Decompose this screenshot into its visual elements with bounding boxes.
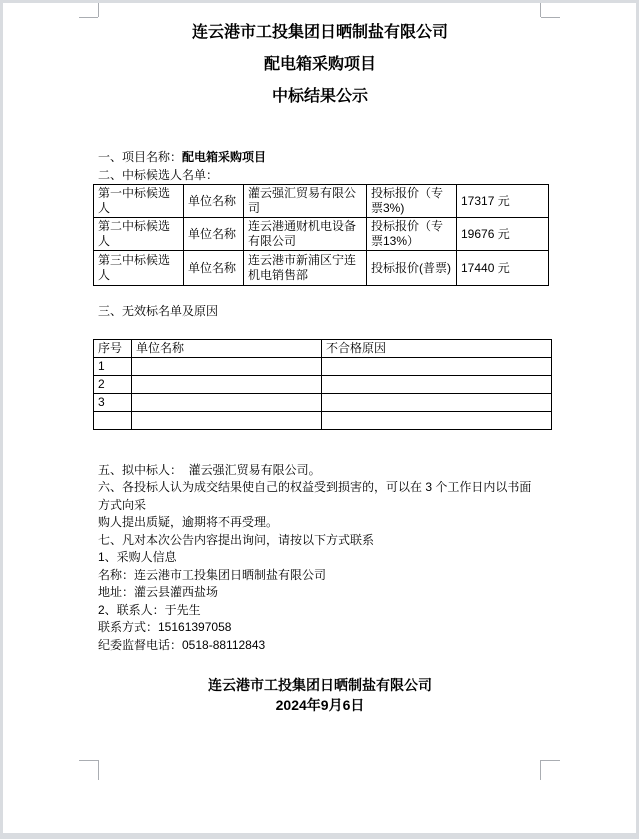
signature-date: 2024年9月6日 <box>275 697 365 713</box>
invalid-header-no: 序号 <box>94 339 132 357</box>
crop-mark-bottom-left-horizontal <box>79 760 98 761</box>
bid-price-cell: 19676 元 <box>457 218 549 251</box>
winner-line: 五、拟中标人： 灌云强汇贸易有限公司。 <box>98 462 321 477</box>
section-project-name <box>98 149 542 167</box>
candidate-row-2 <box>94 218 549 251</box>
project-name-label: 一、项目名称： <box>98 150 183 164</box>
inquiry-line: 七、凡对本次公告内容提出询问，请按以下方式联系 <box>98 532 375 547</box>
bid-price-cell: 17317 元 <box>457 185 549 218</box>
invalid-reason-cell <box>322 411 552 429</box>
invalid-no-cell: 1 <box>94 357 132 375</box>
unit-name-label-cell: 单位名称 <box>184 185 244 218</box>
company-name-cell: 连云港通财机电设备有限公司 <box>244 218 367 251</box>
invalid-name-cell <box>132 375 322 393</box>
invalid-header-reason: 不合格原因 <box>322 339 552 357</box>
invalid-no-cell <box>94 411 132 429</box>
doc-title-result: 中标结果公示 <box>271 88 368 105</box>
project-name-value: 配电箱采购项目 <box>182 150 267 164</box>
invalid-header-name: 单位名称 <box>132 339 322 357</box>
invalid-reason-cell <box>322 393 552 411</box>
bid-price-cell: 17440 元 <box>457 251 549 286</box>
bid-price-label-cell: 投标报价（专票3%) <box>367 185 457 218</box>
section-candidates-heading: 二、中标候选人名单： <box>98 167 219 182</box>
crop-mark-top-left-horizontal <box>79 17 98 18</box>
bid-price-label-cell: 投标报价(普票) <box>367 251 457 286</box>
doc-title-company: 连云港市工投集团日晒制盐有限公司 <box>191 24 448 41</box>
crop-mark-top-left-vertical <box>98 3 99 17</box>
signature-block <box>98 675 542 715</box>
candidate-rank-cell: 第一中标候选人 <box>94 185 184 218</box>
document-page <box>3 3 636 833</box>
invalid-no-cell: 3 <box>94 393 132 411</box>
invalid-row-2 <box>94 375 552 393</box>
candidate-row-1 <box>94 185 549 218</box>
company-name-cell: 连云港市新浦区宁连机电销售部 <box>244 251 367 286</box>
bid-price-label-cell: 投标报价（专票13%） <box>367 218 457 251</box>
purchaser-address-line: 地址：灌云县灌西盐场 <box>98 585 219 599</box>
purchaser-name-line: 名称：连云港市工投集团日晒制盐有限公司 <box>98 567 327 582</box>
unit-name-label-cell: 单位名称 <box>184 251 244 286</box>
invalid-row-4 <box>94 411 552 429</box>
crop-mark-bottom-right-vertical <box>540 760 541 780</box>
invalid-table-header-row <box>94 339 552 357</box>
contact-phone-line: 联系方式：15161397058 <box>98 620 232 634</box>
invalid-row-1 <box>94 357 552 375</box>
invalid-no-cell: 2 <box>94 375 132 393</box>
crop-mark-top-right-horizontal <box>541 17 560 18</box>
supervision-phone-line: 纪委监督电话：0518-88112843 <box>98 637 266 652</box>
doc-title-project: 配电箱采购项目 <box>263 56 376 73</box>
section-invalid-heading: 三、无效标名单及原因 <box>98 304 219 318</box>
invalid-bids-table <box>93 339 552 430</box>
candidate-rank-cell: 第三中标候选人 <box>94 251 184 286</box>
invalid-name-cell <box>132 393 322 411</box>
invalid-name-cell <box>132 357 322 375</box>
purchaser-info-heading: 1、采购人信息 <box>98 550 177 564</box>
objection-line-1: 六、各投标人认为成交结果使自己的权益受到损害的，可以在 3 个工作日内以书面方式向采 <box>98 480 532 512</box>
candidate-row-3 <box>94 251 549 286</box>
crop-mark-top-right-vertical <box>540 3 541 17</box>
contact-person-line: 2、联系人：于先生 <box>98 602 201 617</box>
signature-company: 连云港市工投集团日晒制盐有限公司 <box>208 677 432 693</box>
objection-line-2: 购人提出质疑，逾期将不再受理。 <box>98 515 279 529</box>
invalid-reason-cell <box>322 357 552 375</box>
document-content <box>98 17 542 715</box>
unit-name-label-cell: 单位名称 <box>184 218 244 251</box>
crop-mark-bottom-left-vertical <box>98 760 99 780</box>
candidates-table <box>93 184 549 286</box>
company-name-cell: 灌云强汇贸易有限公司 <box>244 185 367 218</box>
invalid-reason-cell <box>322 375 552 393</box>
candidate-rank-cell: 第二中标候选人 <box>94 218 184 251</box>
crop-mark-bottom-right-horizontal <box>541 760 560 761</box>
invalid-row-3 <box>94 393 552 411</box>
invalid-name-cell <box>132 411 322 429</box>
